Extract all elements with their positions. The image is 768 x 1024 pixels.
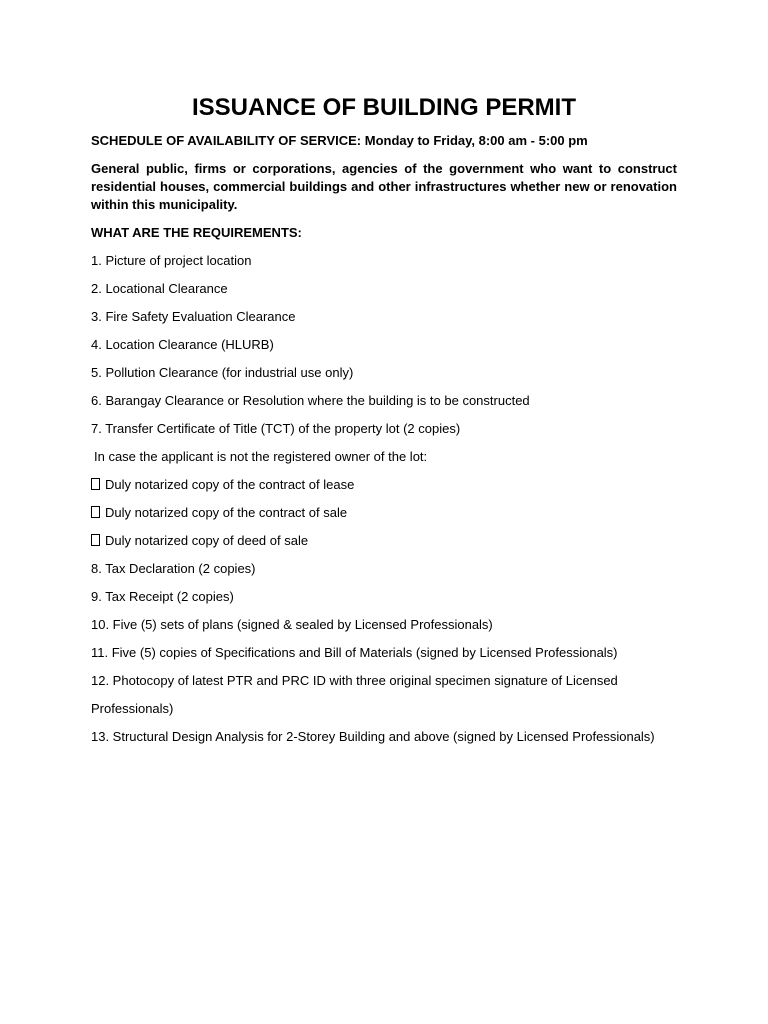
owner-note: In case the applicant is not the registered owner of the lot: — [94, 449, 428, 464]
sub-requirement-label: Duly notarized copy of the contract of sale — [105, 505, 348, 520]
intro-paragraph: General public, firms or corporations, agencies of the government who want to construct residential houses, commercial buildings and other infrastructures whether new or renovation within this municipality. — [91, 161, 677, 212]
sub-requirement-item — [91, 504, 677, 522]
requirement-item: 10. Five (5) sets of plans (signed & sealed by Licensed Professionals) — [91, 617, 493, 632]
requirement-item-12-line2: Professionals) — [91, 701, 174, 716]
document-body — [91, 94, 677, 756]
box-glyph-icon — [91, 534, 100, 546]
requirement-item: 4. Location Clearance (HLURB) — [91, 337, 274, 352]
sub-requirement-label: Duly notarized copy of the contract of lease — [105, 477, 355, 492]
requirement-item: 7. Transfer Certificate of Title (TCT) of the property lot (2 copies) — [91, 421, 461, 436]
requirement-item: 9. Tax Receipt (2 copies) — [91, 589, 234, 604]
requirement-item-12-line1: 12. Photocopy of latest PTR and PRC ID with three original specimen signature of Licensed — [91, 673, 618, 688]
requirement-item-13: 13. Structural Design Analysis for 2-Storey Building and above (signed by Licensed Professionals) — [91, 729, 655, 744]
sub-requirement-item — [91, 532, 677, 550]
requirement-item: 3. Fire Safety Evaluation Clearance — [91, 309, 296, 324]
sub-requirement-label: Duly notarized copy of deed of sale — [105, 533, 309, 548]
page-title: ISSUANCE OF BUILDING PERMIT — [191, 94, 576, 121]
requirement-item: 11. Five (5) copies of Specifications and Bill of Materials (signed by Licensed Professionals) — [91, 645, 618, 660]
box-glyph-icon — [91, 478, 100, 490]
requirement-item: 6. Barangay Clearance or Resolution where the building is to be constructed — [91, 393, 530, 408]
box-glyph-icon — [91, 506, 100, 518]
service-schedule: SCHEDULE OF AVAILABILITY OF SERVICE: Monday to Friday, 8:00 am - 5:00 pm — [91, 133, 588, 148]
requirement-item: 1. Picture of project location — [91, 253, 252, 268]
requirement-item: 2. Locational Clearance — [91, 281, 228, 296]
sub-requirement-item — [91, 476, 677, 494]
requirements-heading: WHAT ARE THE REQUIREMENTS: — [91, 225, 302, 240]
requirement-item: 8. Tax Declaration (2 copies) — [91, 561, 256, 576]
requirement-item: 5. Pollution Clearance (for industrial use only) — [91, 365, 354, 380]
